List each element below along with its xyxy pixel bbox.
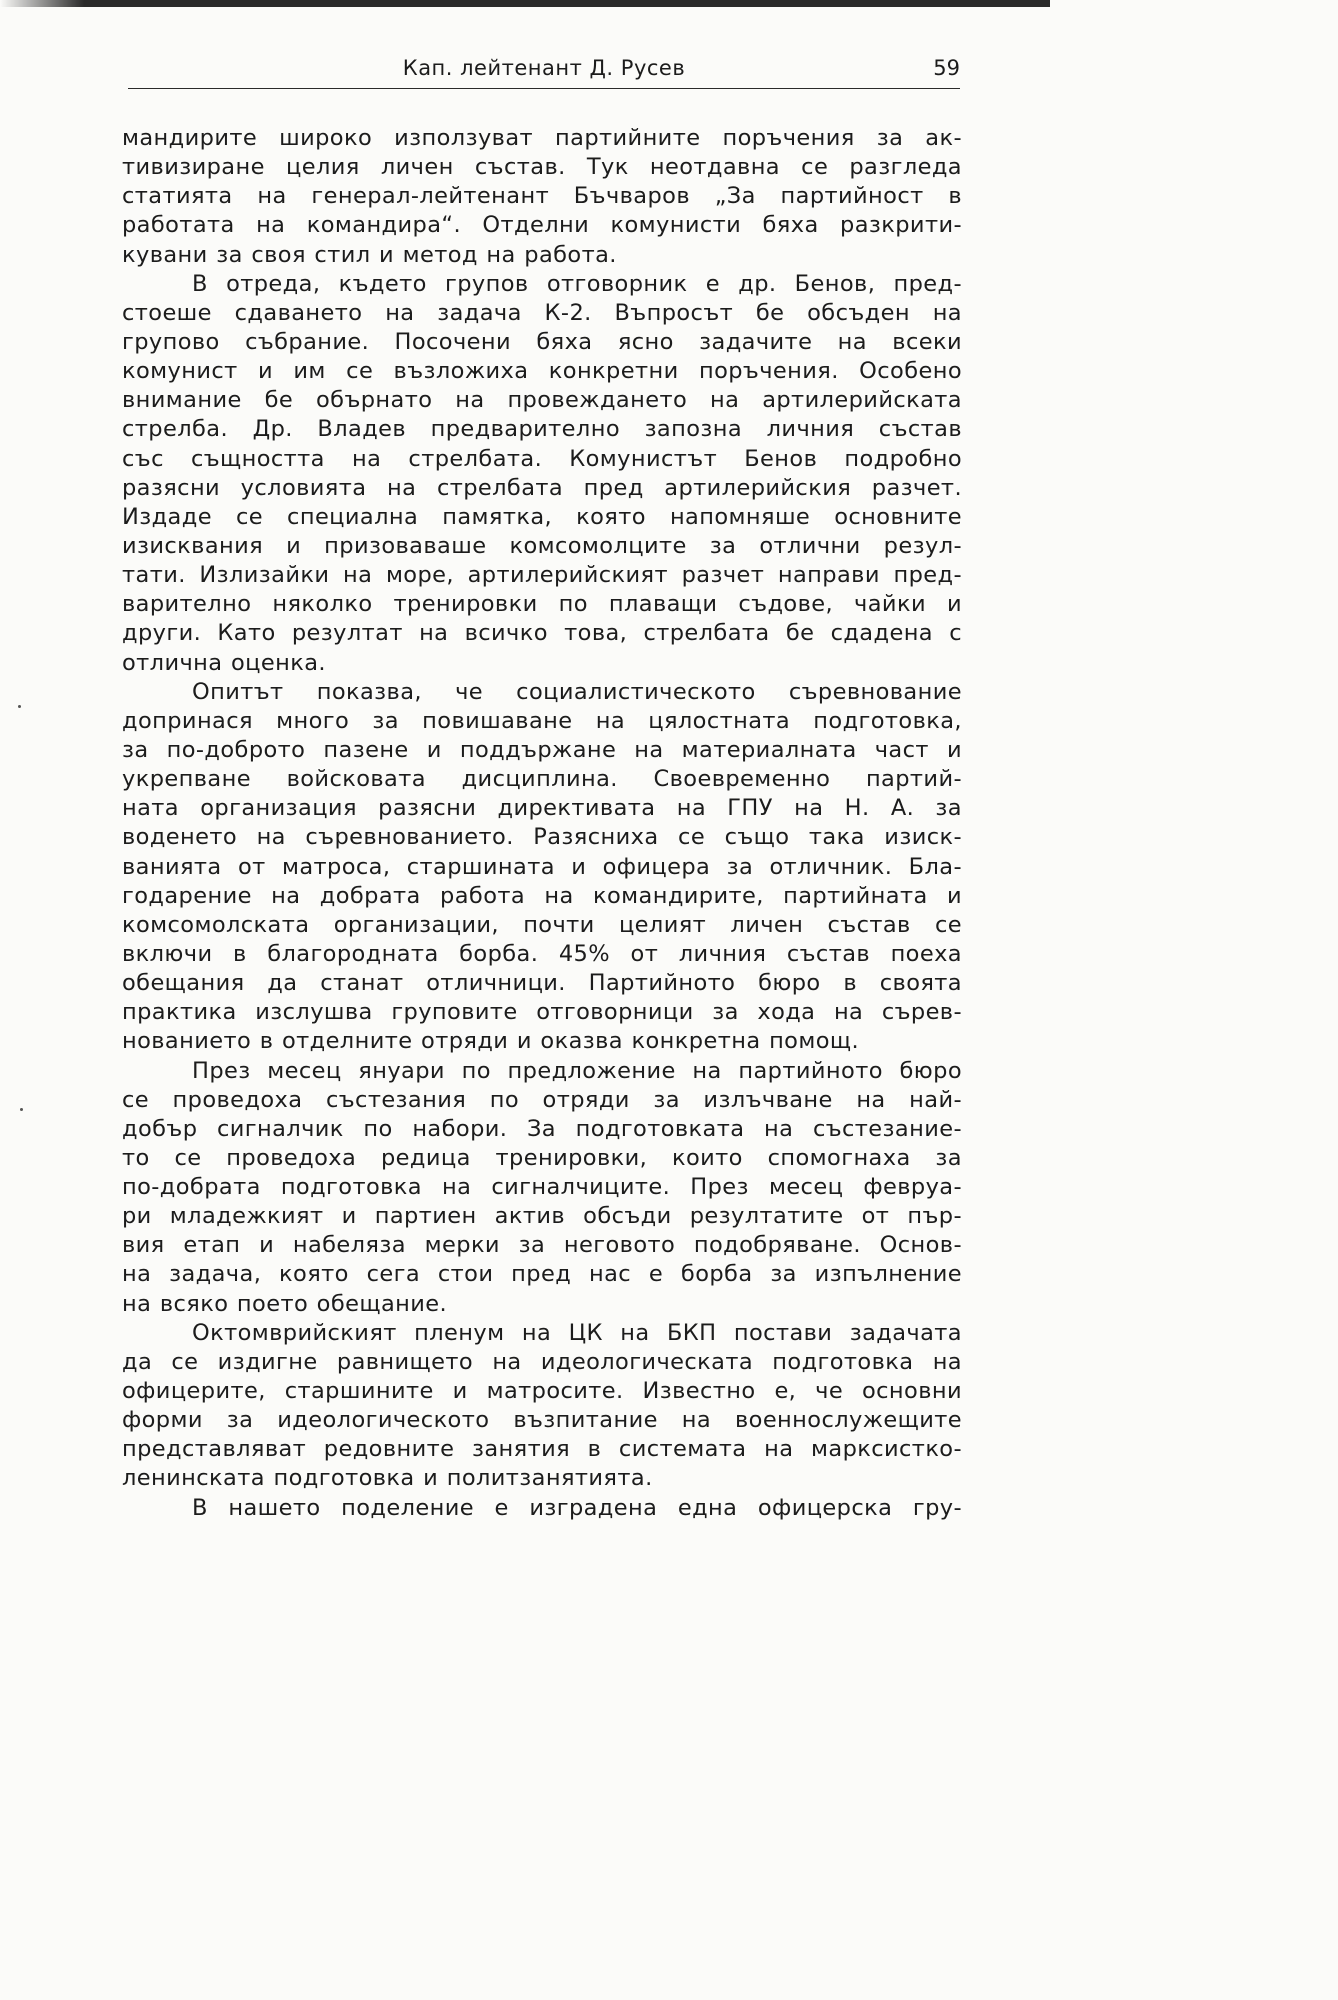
text-line: на задача, която сега стои пред нас е борба за изпълнение bbox=[122, 1261, 962, 1288]
text-line: добър сигналчик по набори. За подготовката на състезание- bbox=[122, 1115, 962, 1142]
text-line: се проведоха състезания по отряди за излъчване на най- bbox=[122, 1086, 962, 1113]
text-line: воденето на съревнованието. Разясниха се също така изиск- bbox=[122, 824, 962, 851]
text-line: комсомолската организации, почти целият личен състав се bbox=[122, 911, 962, 938]
page-header bbox=[128, 52, 960, 89]
text-line: други. Като резултат на всичко това, стрелбата бе сдадена с bbox=[122, 620, 962, 647]
text-line: представляват редовните занятия в системата на марксистко- bbox=[122, 1436, 962, 1463]
text-line: кувани за своя стил и метод на работа. bbox=[122, 241, 617, 268]
text-line: тивизиране целия личен състав. Тук неотдавна се разгледа bbox=[122, 154, 962, 181]
text-line: по-добрата подготовка на сигналчиците. През месец февруа- bbox=[122, 1174, 962, 1201]
text-line: комунист и им се възложиха конкретни поръчения. Особено bbox=[122, 358, 962, 385]
text-line: През месец януари по предложение на партийното бюро bbox=[192, 1057, 962, 1084]
page-number: 59 bbox=[933, 56, 960, 80]
text-line: стоеше сдаването на задача К-2. Въпросът бе обсъден на bbox=[122, 299, 962, 326]
text-line: стрелба. Др. Владев предварително запозна личния състав bbox=[122, 416, 962, 443]
text-line: работата на командира“. Отделни комунисти бяха разкрити- bbox=[122, 212, 962, 239]
text-line: ната организация разясни директивата на ГПУ на Н. А. за bbox=[122, 795, 962, 822]
text-line: офицерите, старшините и матросите. Известно е, че основни bbox=[122, 1378, 962, 1405]
text-line: В отреда, където групов отговорник е др. Бенов, пред- bbox=[192, 270, 962, 297]
text-line: обещания да станат отличници. Партийното бюро в своята bbox=[122, 970, 962, 997]
text-line: ленинската подготовка и политзанятията. bbox=[122, 1465, 653, 1492]
scan-speck bbox=[20, 1108, 23, 1111]
text-line: на всяко поето обещание. bbox=[122, 1290, 448, 1317]
text-line: изисквания и призоваваше комсомолците за отлични резул- bbox=[122, 532, 962, 559]
text-line: тати. Излизайки на море, артилерийският разчет направи пред- bbox=[122, 562, 962, 589]
text-line: със същността на стрелбата. Комунистът Бенов подробно bbox=[122, 445, 962, 472]
text-line: за по-доброто пазене и поддържане на материалната част и bbox=[122, 736, 962, 763]
text-line: практика изслушва груповите отговорници за хода на сърев- bbox=[122, 999, 962, 1026]
text-line: годарение на добрата работа на командирите, партийната и bbox=[122, 882, 962, 909]
text-line: отлична оценка. bbox=[122, 649, 326, 676]
text-line: допринася много за повишаване на цялостната подготовка, bbox=[122, 707, 962, 734]
scan-speck bbox=[18, 705, 21, 708]
text-line: разясни условията на стрелбата пред артилерийския разчет. bbox=[122, 474, 962, 501]
text-line: форми за идеологическото възпитание на военнослужещите bbox=[122, 1407, 962, 1434]
text-line: укрепване войсковата дисциплина. Своевременно партий- bbox=[122, 766, 962, 793]
text-line: внимание бе обърнато на провеждането на артилерийската bbox=[122, 387, 962, 414]
text-line: Опитът показва, че социалистическото съревнование bbox=[192, 678, 962, 705]
text-line: статията на генерал-лейтенант Бъчваров „За партийност в bbox=[122, 183, 962, 210]
text-line: мандирите широко използуват партийните поръчения за ак- bbox=[122, 125, 962, 151]
text-line: вия етап и набеляза мерки за неговото подобряване. Основ- bbox=[122, 1232, 962, 1259]
text-line: В нашето поделение е изградена една офицерска гру- bbox=[192, 1494, 962, 1521]
text-line: нованието в отделните отряди и оказва конкретна помощ. bbox=[122, 1028, 860, 1055]
text-line: то се проведоха редица тренировки, които спомогнаха за bbox=[122, 1144, 962, 1171]
text-line: ри младежкият и партиен актив обсъди резултатите от пър- bbox=[122, 1203, 962, 1230]
running-head: Кап. лейтенант Д. Русев bbox=[402, 56, 686, 80]
text-line: Издаде се специална памятка, която напомняше основните bbox=[122, 503, 962, 530]
text-line: ванията от матроса, старшината и офицера за отличник. Бла- bbox=[122, 853, 962, 880]
page-top-edge bbox=[0, 0, 1050, 7]
text-line: да се издигне равнището на идеологическата подготовка на bbox=[122, 1348, 962, 1375]
text-line: Октомврийският пленум на ЦК на БКП постави задачата bbox=[192, 1319, 962, 1346]
body-text bbox=[122, 124, 962, 1523]
text-line: варително няколко тренировки по плаващи съдове, чайки и bbox=[122, 591, 962, 618]
text-line: включи в благородната борба. 45% от личния състав поеха bbox=[122, 940, 962, 967]
text-line: групово събрание. Посочени бяха ясно задачите на всеки bbox=[122, 328, 962, 355]
